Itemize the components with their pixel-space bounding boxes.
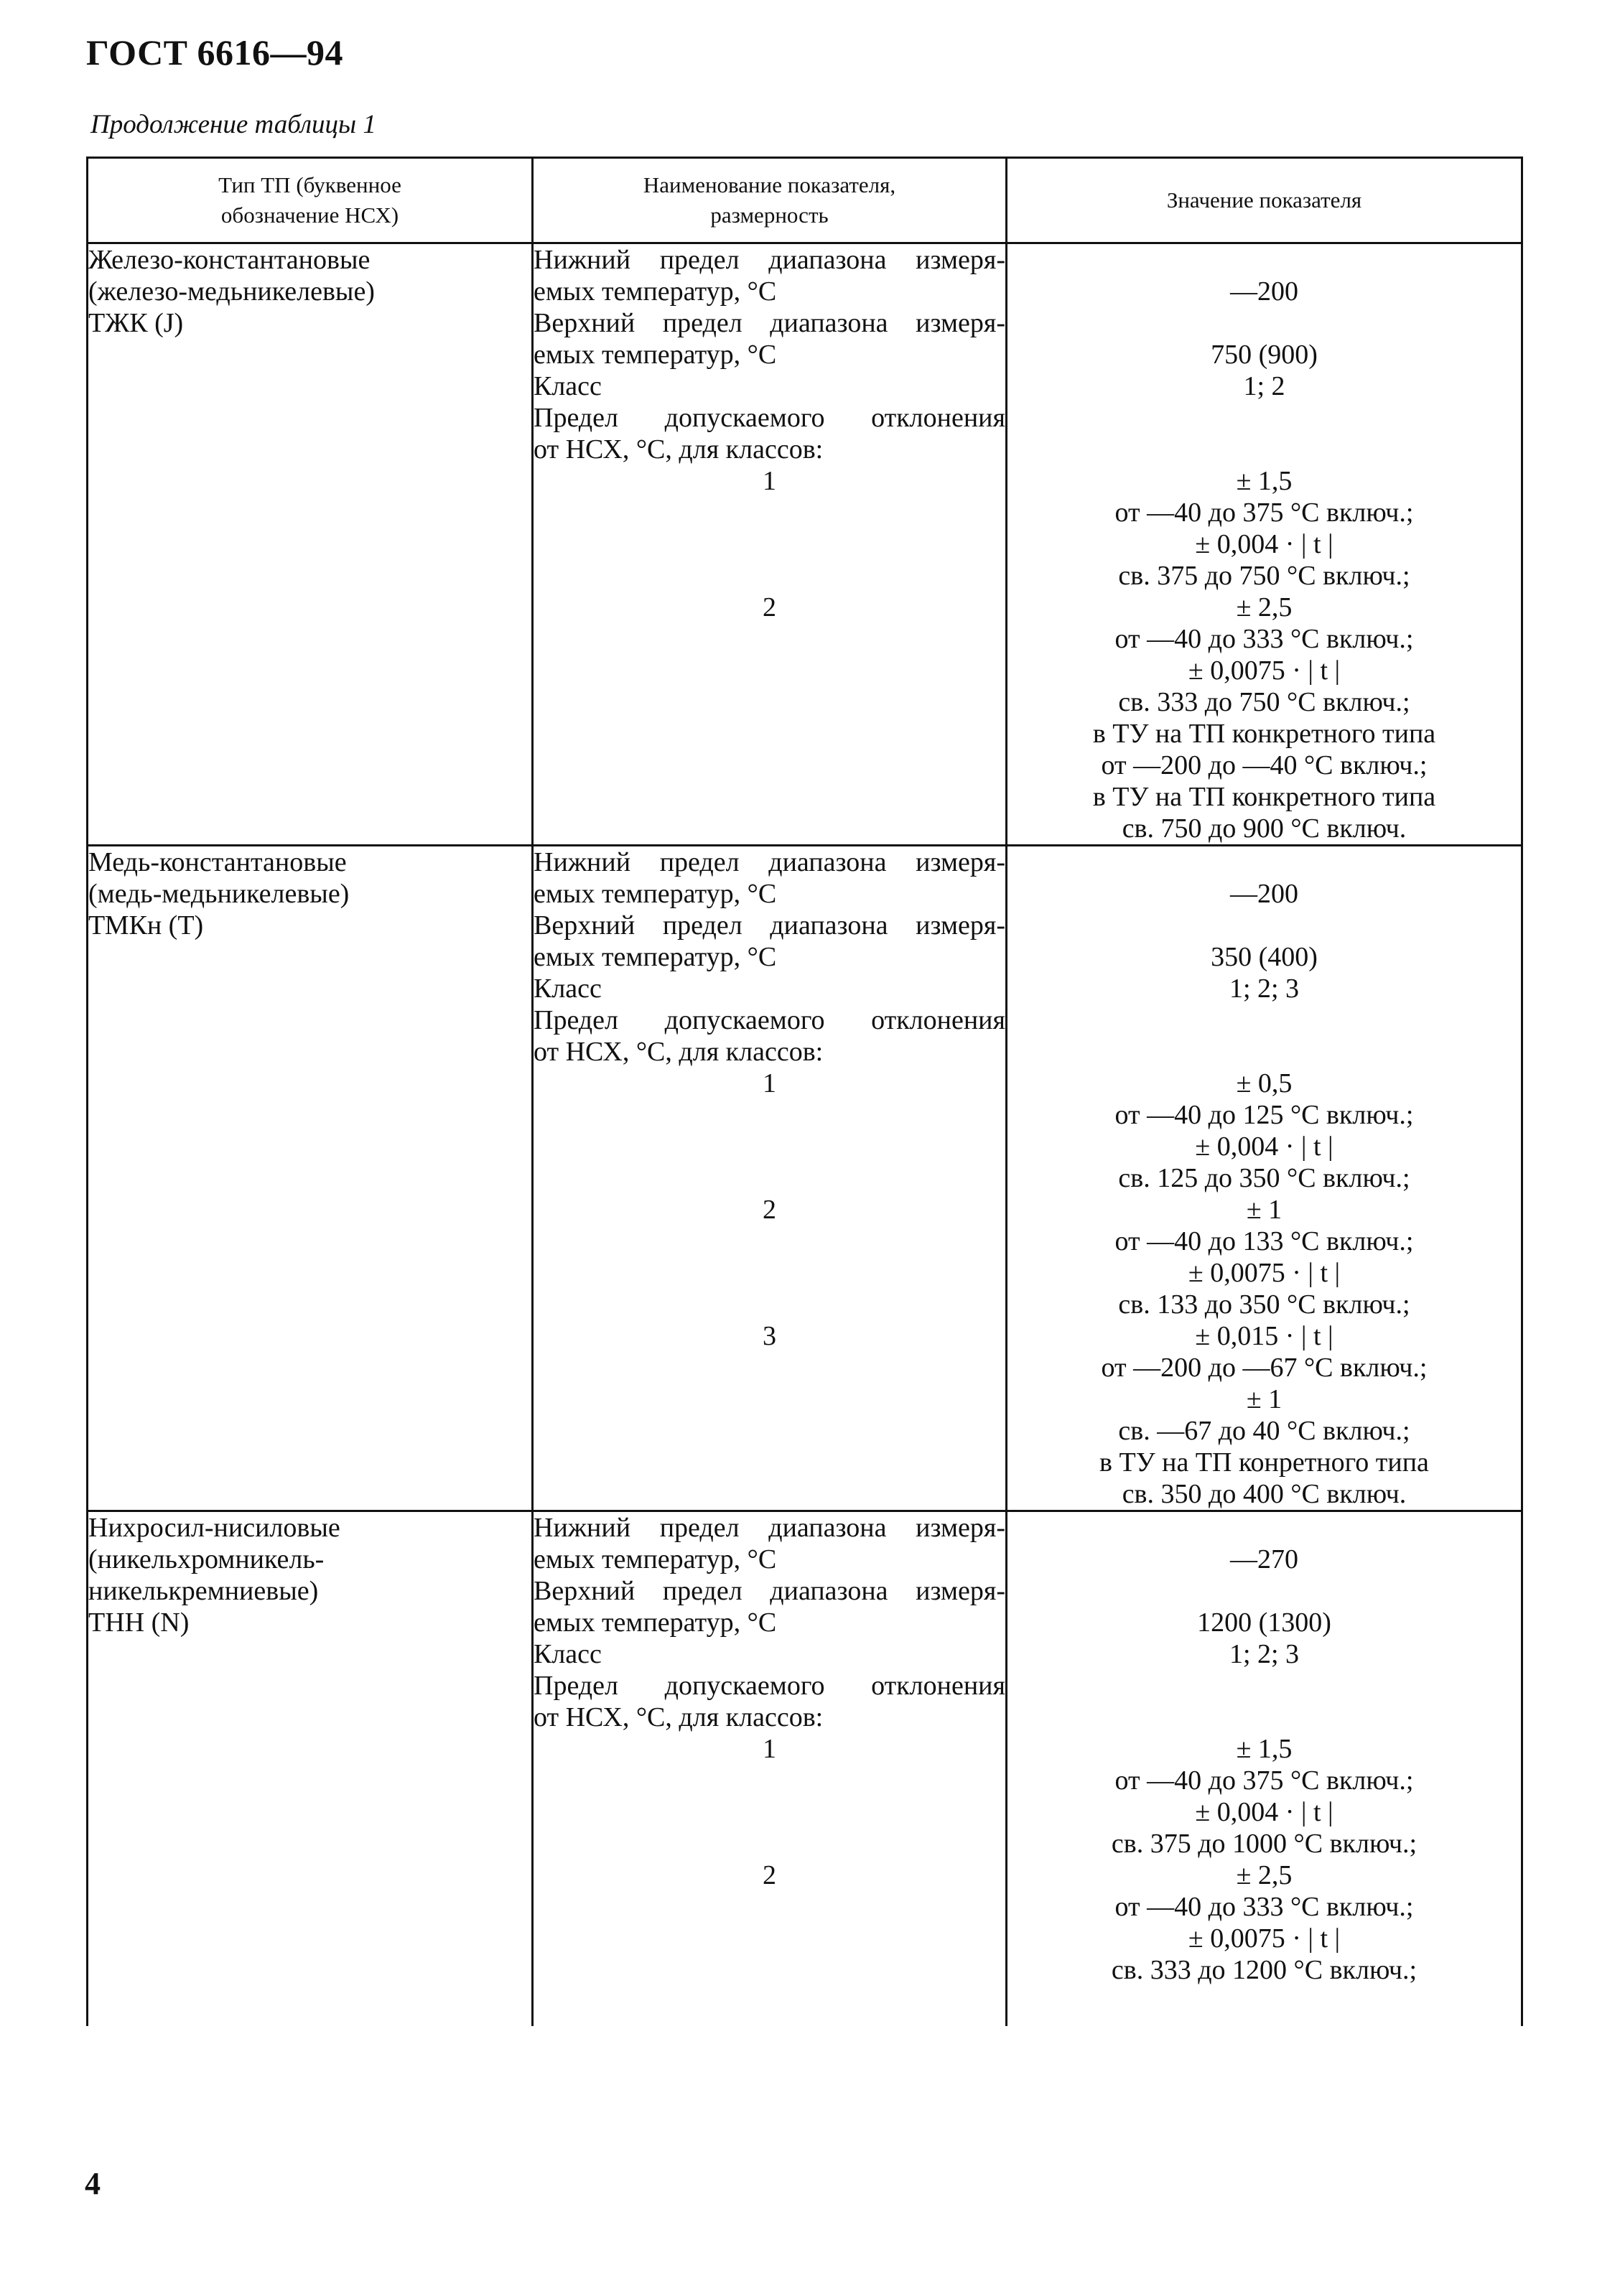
indicator-line: емых температур, °С (534, 1607, 777, 1638)
header-line: Значение показателя (1166, 187, 1362, 213)
value-line: 350 (400) (1211, 942, 1318, 972)
value-line: от —200 до —40 °С включ.; (1101, 750, 1428, 780)
thermocouple-spec-table (86, 157, 1523, 2026)
type-line: (железо-медьникелевые) (88, 276, 375, 307)
thermocouple-type-cell (88, 846, 533, 1511)
indicator-line: Предел допускаемого отклонения (534, 1671, 1005, 1701)
indicator-line: емых температур, °С (534, 340, 777, 370)
class-number: 1 (763, 1734, 776, 1764)
table-continuation-caption: Продолжение таблицы 1 (90, 110, 376, 139)
value-line: св. 375 до 1000 °С включ.; (1111, 1829, 1418, 1859)
value-line: св. —67 до 40 °С включ.; (1118, 1416, 1410, 1446)
value-line: —200 (1230, 276, 1298, 307)
table-header-row (88, 158, 1522, 243)
indicator-line: Класс (534, 371, 602, 401)
header-line: размерность (710, 202, 829, 228)
value-line: св. 333 до 1200 °С включ.; (1111, 1955, 1418, 1985)
indicator-line: Нижний предел диапазона измеря- (534, 245, 1005, 275)
value-line: ± 0,015 · | t | (1195, 1321, 1333, 1351)
indicator-line: Нижний предел диапазона измеря- (534, 1513, 1005, 1543)
value-line: ± 1 (1246, 1195, 1282, 1225)
column-header-indicator (533, 158, 1007, 243)
header-line: Тип ТП (буквенное (218, 172, 401, 197)
value-line: от —40 до 133 °С включ.; (1114, 1226, 1414, 1256)
value-line: св. 350 до 400 °С включ. (1122, 1479, 1407, 1509)
indicator-value-cell (1007, 243, 1522, 846)
type-line: Железо-константановые (88, 245, 371, 275)
page-number: 4 (85, 2166, 101, 2201)
class-number: 2 (763, 1860, 776, 1890)
value-line: 1; 2 (1243, 371, 1285, 401)
value-line: ± 0,0075 · | t | (1188, 1258, 1341, 1288)
indicator-line: от НСХ, °С, для классов: (534, 1702, 824, 1732)
value-line: ± 0,004 · | t | (1195, 1797, 1333, 1827)
indicator-line: от НСХ, °С, для классов: (534, 1037, 824, 1067)
value-line: от —40 до 125 °С включ.; (1114, 1100, 1414, 1130)
header-line: обозначение НСХ) (220, 202, 399, 228)
value-line: 1; 2; 3 (1229, 1639, 1300, 1669)
value-line: св. 133 до 350 °С включ.; (1118, 1289, 1410, 1320)
type-line: Медь-константановые (88, 847, 347, 877)
class-number: 2 (763, 592, 776, 622)
class-number: 1 (763, 466, 776, 496)
value-line: от —40 до 333 °С включ.; (1114, 1892, 1414, 1922)
indicator-line: Верхний предел диапазона измеря- (534, 910, 1005, 941)
value-line: от —200 до —67 °С включ.; (1101, 1353, 1428, 1383)
column-header-value (1007, 158, 1522, 243)
value-line: —200 (1230, 879, 1298, 909)
type-line: ТЖК (J) (88, 308, 184, 338)
value-line: св. 125 до 350 °С включ.; (1118, 1163, 1410, 1193)
indicator-line: Нижний предел диапазона измеря- (534, 847, 1005, 877)
value-line: 1; 2; 3 (1229, 974, 1300, 1004)
value-line: в ТУ на ТП конкретного типа (1092, 782, 1436, 812)
value-line: от —40 до 333 °С включ.; (1114, 624, 1414, 654)
value-line: ± 2,5 (1236, 1860, 1293, 1890)
type-line: (медь-медьникелевые) (88, 879, 350, 909)
indicator-value-cell (1007, 846, 1522, 1511)
indicator-line: емых температур, °С (534, 276, 777, 307)
header-line: Наименование показателя, (643, 172, 896, 197)
value-line: ± 0,004 · | t | (1195, 529, 1333, 559)
thermocouple-type-cell (88, 243, 533, 846)
value-line: св. 333 до 750 °С включ.; (1118, 687, 1410, 717)
indicator-line: Верхний предел диапазона измеря- (534, 308, 1005, 338)
table-row (88, 846, 1522, 1511)
table-row (88, 243, 1522, 846)
type-line: ТНН (N) (88, 1607, 190, 1638)
table-row (88, 1511, 1522, 2027)
indicator-line: емых температур, °С (534, 1544, 777, 1574)
value-line: в ТУ на ТП конретного типа (1099, 1447, 1429, 1478)
type-line: Нихросил-нисиловые (88, 1513, 340, 1543)
value-line: ± 0,0075 · | t | (1188, 655, 1341, 686)
value-line: ± 2,5 (1236, 592, 1293, 622)
indicator-value-cell (1007, 1511, 1522, 2027)
value-line: св. 750 до 900 °С включ. (1122, 813, 1407, 844)
indicator-name-cell (533, 846, 1007, 1511)
type-line: ТМКн (Т) (88, 910, 204, 941)
indicator-line: Предел допускаемого отклонения (534, 1005, 1005, 1035)
value-line: ± 0,004 · | t | (1195, 1131, 1333, 1162)
value-line: в ТУ на ТП конкретного типа (1092, 719, 1436, 749)
value-line: ± 1,5 (1236, 466, 1293, 496)
class-number: 3 (763, 1321, 776, 1351)
value-line: от —40 до 375 °С включ.; (1114, 498, 1414, 528)
thermocouple-type-cell (88, 1511, 533, 2027)
value-line: св. 375 до 750 °С включ.; (1118, 561, 1410, 591)
value-line: ± 0,0075 · | t | (1188, 1923, 1341, 1954)
type-line: никелькремниевые) (88, 1576, 319, 1606)
value-line: ± 0,5 (1236, 1068, 1293, 1098)
value-line: ± 1 (1246, 1384, 1282, 1414)
indicator-line: Предел допускаемого отклонения (534, 403, 1005, 433)
indicator-name-cell (533, 1511, 1007, 2027)
value-line: —270 (1230, 1544, 1298, 1574)
indicator-line: Верхний предел диапазона измеря- (534, 1576, 1005, 1606)
value-line: ± 1,5 (1236, 1734, 1293, 1764)
class-number: 2 (763, 1195, 776, 1225)
value-line: 750 (900) (1211, 340, 1318, 370)
indicator-line: емых температур, °С (534, 942, 777, 972)
value-line: 1200 (1300) (1197, 1607, 1331, 1638)
indicator-line: от НСХ, °С, для классов: (534, 434, 824, 465)
type-line: (никельхромникель- (88, 1544, 325, 1574)
indicator-name-cell (533, 243, 1007, 846)
indicator-line: Класс (534, 1639, 602, 1669)
value-line: от —40 до 375 °С включ.; (1114, 1765, 1414, 1796)
class-number: 1 (763, 1068, 776, 1098)
indicator-line: емых температур, °С (534, 879, 777, 909)
standard-title: ГОСТ 6616—94 (86, 32, 344, 73)
column-header-type (88, 158, 533, 243)
indicator-line: Класс (534, 974, 602, 1004)
